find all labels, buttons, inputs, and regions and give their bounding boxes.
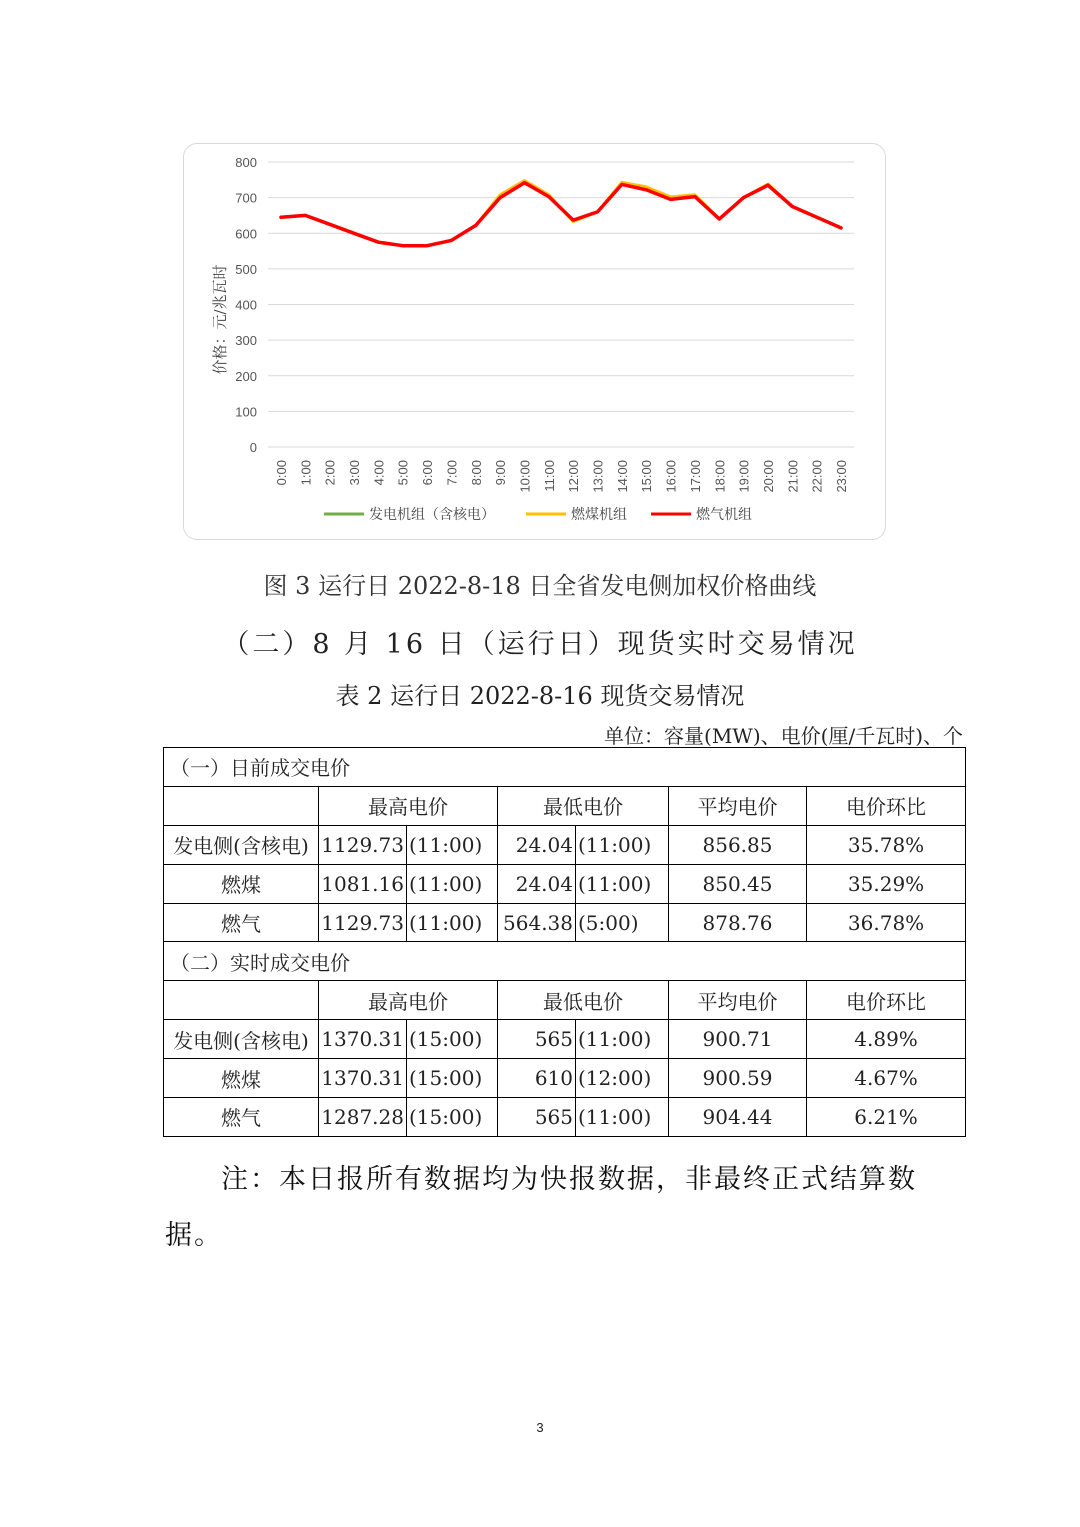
max-time: (11:00) <box>407 903 498 942</box>
price-ratio: 4.89% <box>807 1020 966 1059</box>
spot-trading-table <box>163 747 966 1137</box>
min-price: 24.04 <box>498 825 576 864</box>
table-row <box>164 864 966 903</box>
avg-price: 900.71 <box>669 1020 807 1059</box>
y-tick-label: 100 <box>235 404 257 420</box>
max-price: 1370.31 <box>319 1059 407 1098</box>
price-ratio: 35.29% <box>807 864 966 903</box>
table-row <box>164 903 966 942</box>
avg-price: 856.85 <box>669 825 807 864</box>
min-time: (11:00) <box>576 825 669 864</box>
footnote: 注：本日报所有数据均为快报数据，非最终正式结算数据。 <box>165 1164 917 1251</box>
header-cell <box>164 786 319 825</box>
section-heading: （二）8 月 16 日（运行日）现货实时交易情况 <box>222 629 858 660</box>
min-price: 565 <box>498 1098 576 1137</box>
min-price: 564.38 <box>498 903 576 942</box>
x-tick-label: 4:00 <box>371 460 387 486</box>
header-row <box>164 786 966 825</box>
min-time: (5:00) <box>576 903 669 942</box>
y-tick-label: 600 <box>235 226 257 242</box>
x-tick-label: 17:00 <box>687 460 703 493</box>
section-title-row <box>164 942 966 981</box>
x-tick-label: 3:00 <box>347 460 363 486</box>
header-cell: 平均电价 <box>669 786 807 825</box>
table-row <box>164 1059 966 1098</box>
y-axis-label: 价格：元/兆瓦时 <box>211 264 229 375</box>
table-title: 表 2 运行日 2022-8-16 现货交易情况 <box>335 682 745 710</box>
max-time: (15:00) <box>407 1020 498 1059</box>
unit-note: 单位：容量(MW)、电价(厘/千瓦时)、个 <box>604 724 963 748</box>
avg-price: 900.59 <box>669 1059 807 1098</box>
min-price: 610 <box>498 1059 576 1098</box>
max-price: 1287.28 <box>319 1098 407 1137</box>
max-price: 1370.31 <box>319 1020 407 1059</box>
legend-label: 燃煤机组 <box>571 507 627 523</box>
y-tick-label: 800 <box>235 155 257 170</box>
header-cell: 最高电价 <box>319 786 498 825</box>
y-tick-label: 300 <box>235 333 257 349</box>
x-tick-label: 15:00 <box>639 460 655 493</box>
row-name: 发电侧(含核电) <box>164 825 319 864</box>
avg-price: 850.45 <box>669 864 807 903</box>
x-tick-label: 7:00 <box>444 460 460 486</box>
header-cell: 最低电价 <box>498 981 669 1020</box>
max-price: 1081.16 <box>319 864 407 903</box>
section-title-row <box>164 748 966 787</box>
x-tick-label: 6:00 <box>420 460 436 486</box>
table-row <box>164 1098 966 1137</box>
header-cell: 最低电价 <box>498 786 669 825</box>
section-title: （二）实时成交电价 <box>164 942 966 981</box>
figure-caption: 图 3 运行日 2022-8-18 日全省发电侧加权价格曲线 <box>263 572 817 600</box>
row-name: 燃煤 <box>164 1059 319 1098</box>
x-tick-label: 0:00 <box>274 460 289 486</box>
x-tick-label: 18:00 <box>712 460 728 493</box>
table-row <box>164 1020 966 1059</box>
x-tick-label: 16:00 <box>663 460 679 493</box>
legend-label: 发电机组（含核电） <box>369 507 495 523</box>
header-cell <box>164 981 319 1020</box>
x-tick-label: 1:00 <box>298 460 314 486</box>
price-ratio: 36.78% <box>807 903 966 942</box>
min-time: (12:00) <box>576 1059 669 1098</box>
header-cell: 电价环比 <box>807 981 966 1020</box>
legend-label: 燃气机组 <box>696 507 752 523</box>
avg-price: 878.76 <box>669 903 807 942</box>
header-cell: 平均电价 <box>669 981 807 1020</box>
row-name: 发电侧(含核电) <box>164 1020 319 1059</box>
x-tick-label: 20:00 <box>760 460 776 493</box>
min-price: 24.04 <box>498 864 576 903</box>
x-tick-label: 21:00 <box>785 460 801 493</box>
y-tick-label: 500 <box>235 261 257 277</box>
page-number: 3 <box>536 1420 544 1435</box>
x-tick-label: 11:00 <box>541 460 557 492</box>
table-row <box>164 825 966 864</box>
max-time: (11:00) <box>407 825 498 864</box>
header-cell: 最高电价 <box>319 981 498 1020</box>
row-name: 燃气 <box>164 903 319 942</box>
price-line-chart <box>184 144 887 541</box>
x-tick-label: 12:00 <box>566 460 582 493</box>
x-tick-label: 9:00 <box>493 460 509 486</box>
y-tick-label: 700 <box>235 190 257 206</box>
y-tick-label: 400 <box>235 297 257 313</box>
max-price: 1129.73 <box>319 825 407 864</box>
x-tick-label: 23:00 <box>834 460 849 493</box>
x-tick-label: 14:00 <box>614 460 630 493</box>
header-row <box>164 981 966 1020</box>
header-cell: 电价环比 <box>807 786 966 825</box>
row-name: 燃煤 <box>164 864 319 903</box>
y-tick-label: 0 <box>249 440 257 455</box>
min-time: (11:00) <box>576 864 669 903</box>
x-tick-label: 2:00 <box>322 460 338 486</box>
min-time: (11:00) <box>576 1098 669 1137</box>
min-price: 565 <box>498 1020 576 1059</box>
avg-price: 904.44 <box>669 1098 807 1137</box>
price-ratio: 6.21% <box>807 1098 966 1137</box>
max-time: (15:00) <box>407 1098 498 1137</box>
row-name: 燃气 <box>164 1098 319 1137</box>
x-tick-label: 13:00 <box>590 460 606 493</box>
x-tick-label: 19:00 <box>736 460 752 493</box>
max-time: (15:00) <box>407 1059 498 1098</box>
y-tick-label: 200 <box>235 368 257 384</box>
x-tick-label: 5:00 <box>395 460 411 486</box>
series-line <box>281 183 841 246</box>
section-title: （一）日前成交电价 <box>164 748 966 787</box>
x-tick-label: 22:00 <box>809 460 825 493</box>
price-ratio: 4.67% <box>807 1059 966 1098</box>
price-chart-frame <box>183 143 886 540</box>
min-time: (11:00) <box>576 1020 669 1059</box>
price-ratio: 35.78% <box>807 825 966 864</box>
max-time: (11:00) <box>407 864 498 903</box>
x-tick-label: 8:00 <box>468 460 484 486</box>
max-price: 1129.73 <box>319 903 407 942</box>
x-tick-label: 10:00 <box>517 460 533 493</box>
